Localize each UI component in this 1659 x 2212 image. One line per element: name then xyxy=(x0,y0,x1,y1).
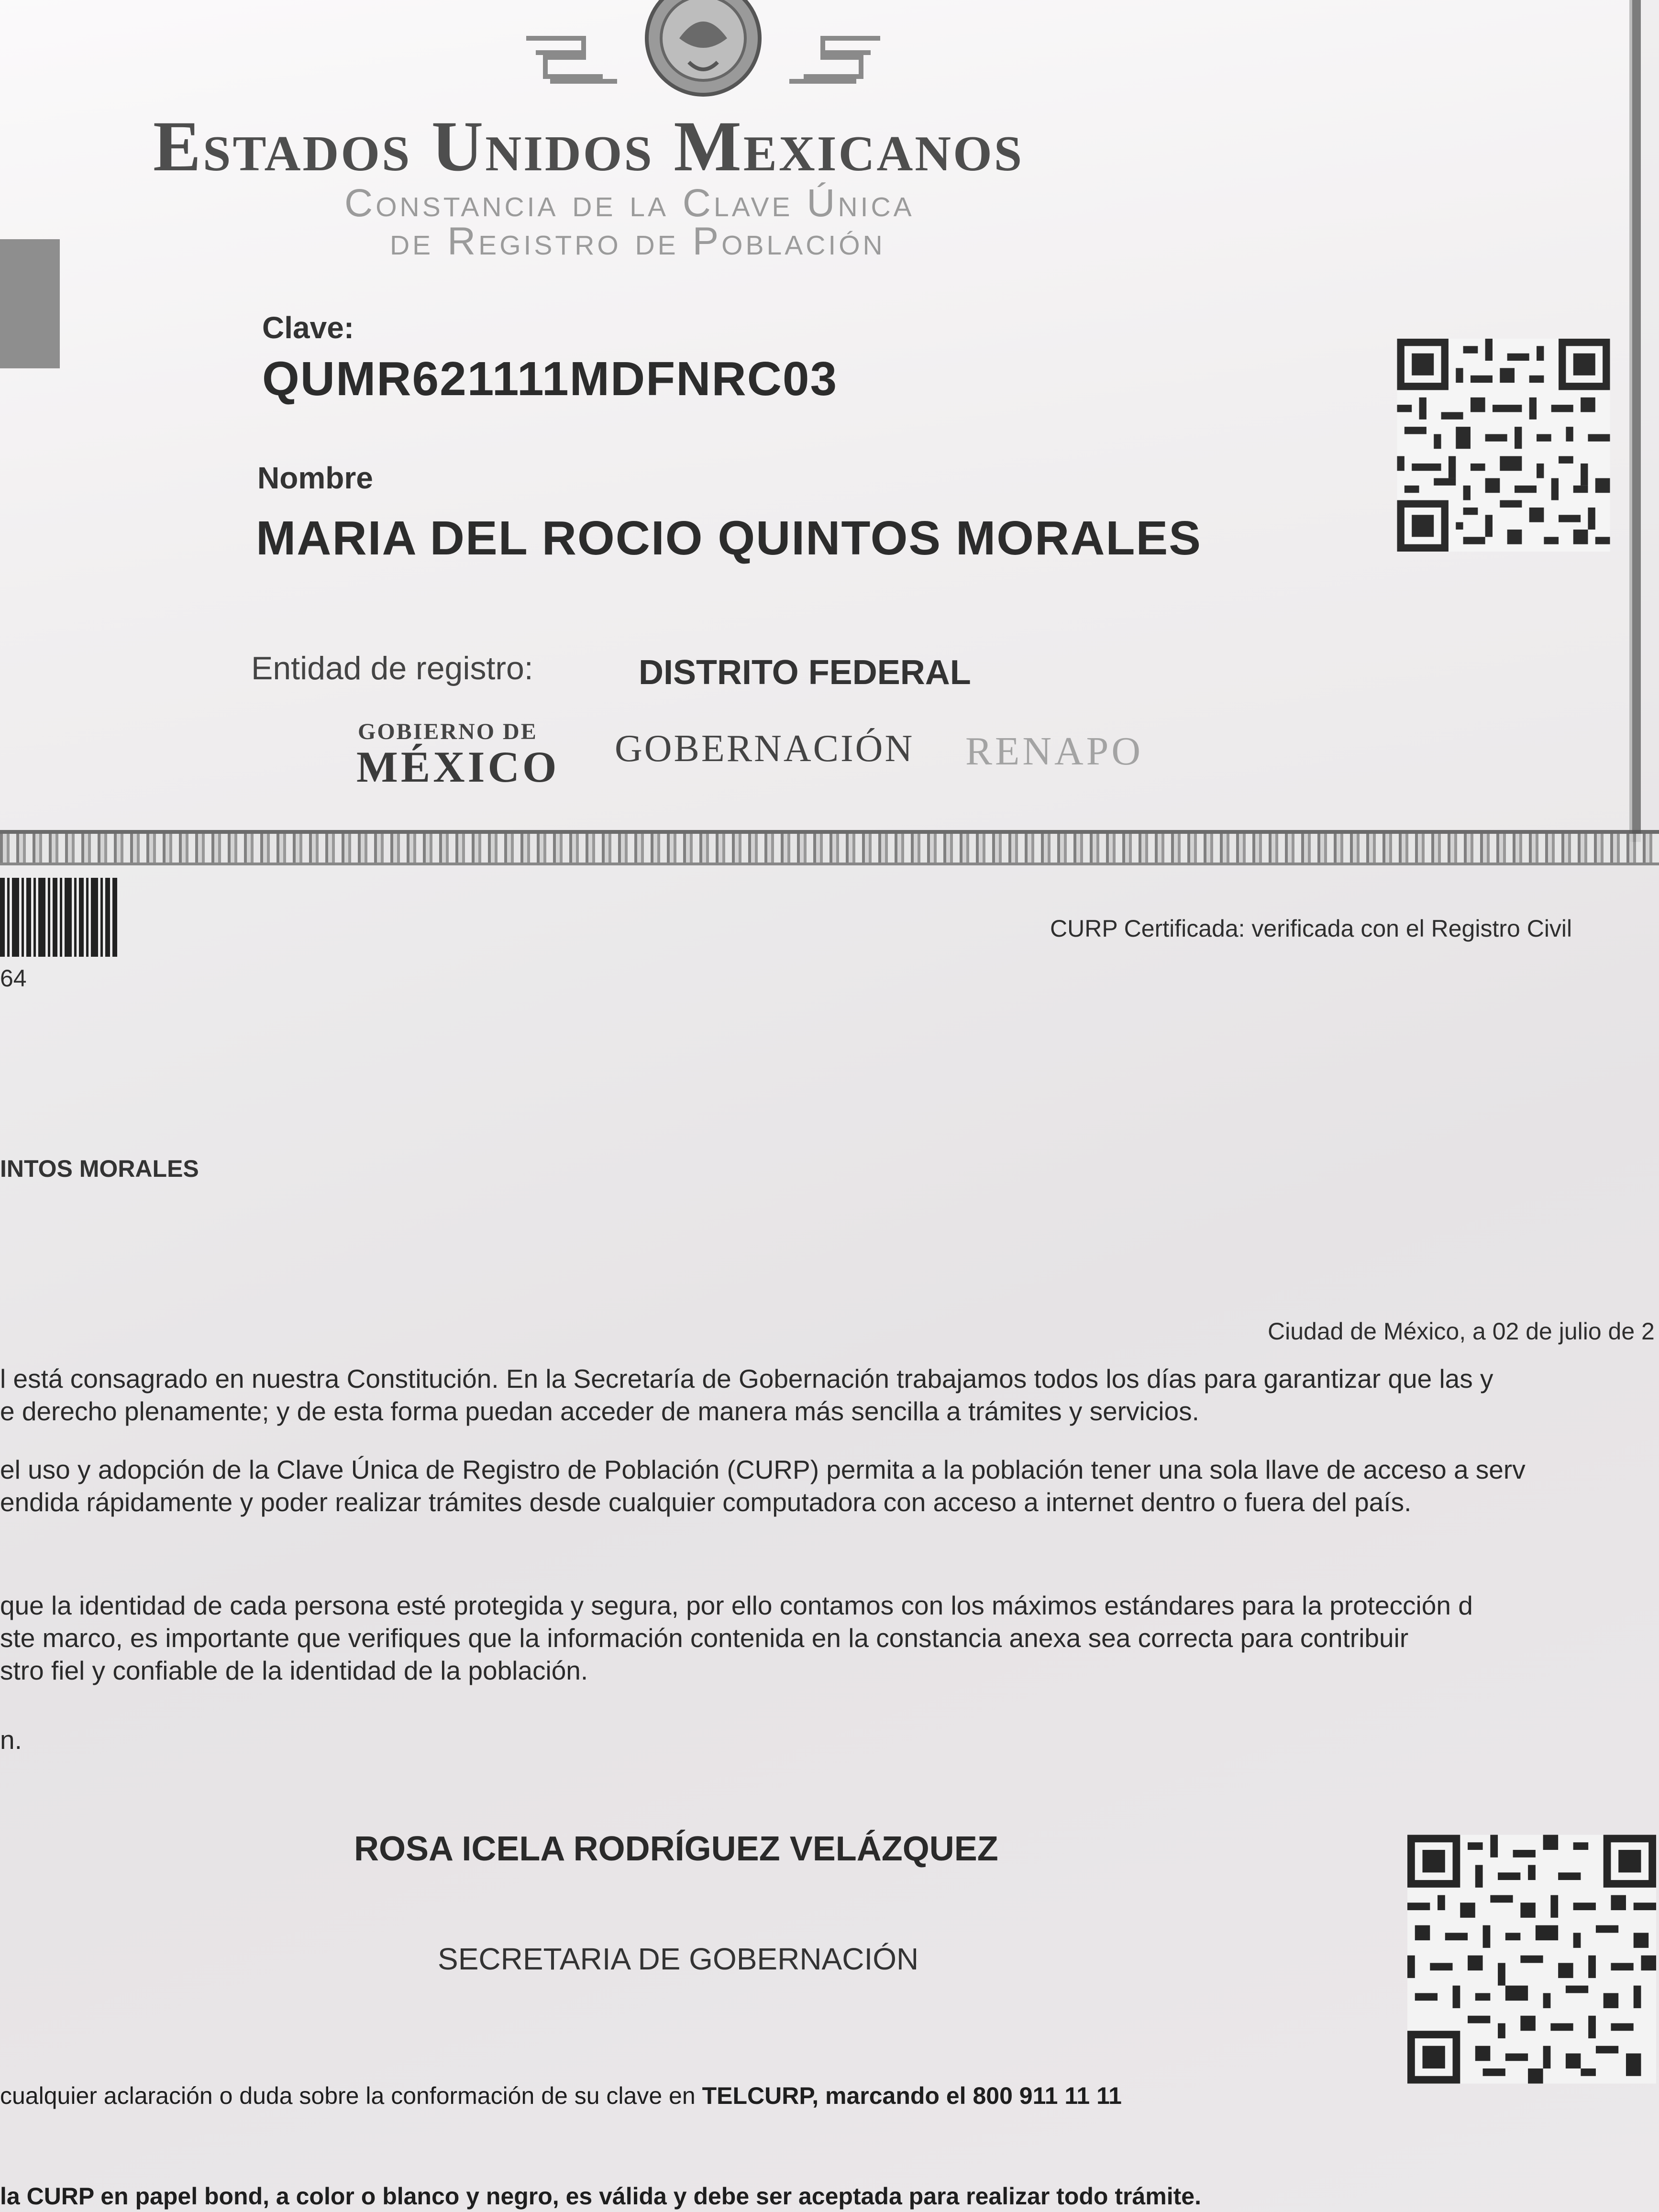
closing-fragment: n. xyxy=(0,1725,22,1755)
paragraph3-line2: ste marco, es importante que verifiques que la información contenida en la constancia anexa sea correcta para contribuir xyxy=(0,1623,1409,1653)
certificate-border xyxy=(0,830,1659,865)
nombre-value: MARIA DEL ROCIO QUINTOS MORALES xyxy=(256,511,1202,565)
qr-code-icon xyxy=(1407,1831,1656,2087)
recipient-name-fragment: INTOS MORALES xyxy=(0,1155,199,1182)
validity-note: la CURP en papel bond, a color o blanco y negro, es válida y debe ser aceptada para realizar todo trámite. xyxy=(0,2183,1201,2210)
paragraph3-line1: que la identidad de cada persona esté protegida y segura, por ello contamos con los máximos estándares para la protección d xyxy=(0,1591,1473,1620)
signer-name: ROSA ICELA RODRÍGUEZ VELÁZQUEZ xyxy=(354,1830,998,1868)
renapo-logo: RENAPO xyxy=(965,729,1144,774)
qr-code-icon xyxy=(1396,339,1611,552)
paragraph3-line3: stro fiel y confiable de la identidad de la población. xyxy=(0,1656,588,1685)
coat-of-arms-icon xyxy=(507,0,899,105)
mexico-logo-big: MÉXICO xyxy=(356,742,560,791)
entidad-label: Entidad de registro: xyxy=(251,650,533,686)
certificate-subtitle-line1: Constancia de la Clave Única xyxy=(344,181,915,225)
certificate-subtitle-line2: de Registro de Población xyxy=(390,220,885,263)
photo-edge xyxy=(0,239,60,368)
gobernacion-logo: GOBERNACIÓN xyxy=(615,728,915,770)
paragraph2-line2: endida rápidamente y poder realizar trámites desde cualquier computadora con acceso a internet dentro o fuera del país. xyxy=(0,1487,1412,1517)
telcurp-number: TELCURP, marcando el 800 911 11 11 xyxy=(702,2082,1122,2109)
gobierno-de-logo-small: GOBIERNO DE xyxy=(358,719,538,744)
entidad-value: DISTRITO FEDERAL xyxy=(639,653,971,692)
paragraph1-line1: l está consagrado en nuestra Constitución. En la Secretaría de Gobernación trabajamos todos los días para garantizar que las y xyxy=(0,1364,1493,1394)
telcurp-note xyxy=(0,2082,1122,2110)
country-title: Estados Unidos Mexicanos xyxy=(153,107,1024,186)
clave-value: QUMR621111MDFNRC03 xyxy=(262,352,838,406)
paragraph2-line1: el uso y adopción de la Clave Única de Registro de Población (CURP) permita a la población tener una sola llave de acceso a serv xyxy=(0,1455,1526,1484)
date-line: Ciudad de México, a 02 de julio de 2 xyxy=(1268,1318,1655,1345)
telcurp-note-text: cualquier aclaración o duda sobre la conformación de su clave en xyxy=(0,2082,702,2109)
barcode-number: 64 xyxy=(0,965,27,992)
nombre-label: Nombre xyxy=(257,461,373,495)
curp-status: CURP Certificada: verificada con el Registro Civil xyxy=(1050,915,1572,942)
signer-role: SECRETARIA DE GOBERNACIÓN xyxy=(438,1942,919,1976)
clave-label: Clave: xyxy=(262,310,354,345)
barcode-icon xyxy=(0,878,120,957)
paragraph1-line2: e derecho plenamente; y de esta forma puedan acceder de manera más sencilla a trámites y servicios. xyxy=(0,1396,1199,1426)
